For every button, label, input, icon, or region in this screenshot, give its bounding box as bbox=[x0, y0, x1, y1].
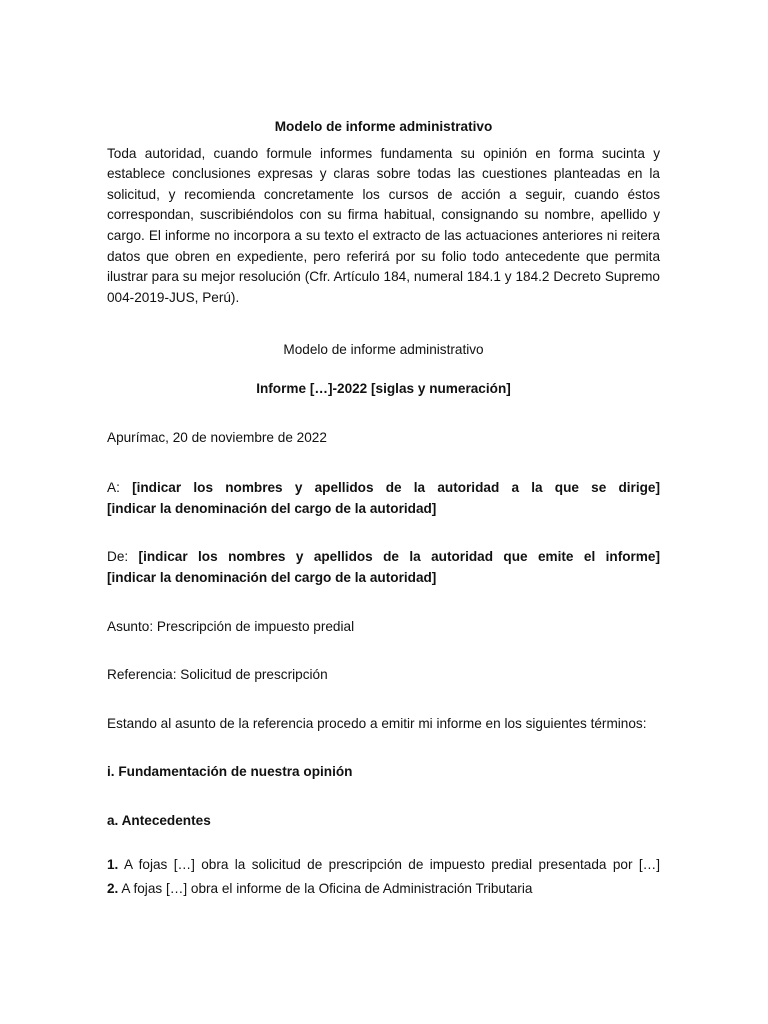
addressee-name: [indicar los nombres y apellidos de la autoridad a la que se dirige] bbox=[132, 480, 660, 496]
model-subtitle: Modelo de informe administrativo bbox=[283, 342, 484, 358]
addressee-block bbox=[107, 478, 660, 519]
reference-line: Referencia: Solicitud de prescripción bbox=[107, 667, 328, 683]
sender-position: [indicar la denominación del cargo de la autoridad] bbox=[107, 569, 437, 585]
intro-paragraph: Toda autoridad, cuando formule informes fundamenta su opinión en forma sucinta y establece conclusiones expresas y claras sobre todas las cuestiones planteadas en la solicitud, y recomienda concretamente los cursos de acción a seguir, cuando éstos correspondan, suscribiéndolos con su firma habitual, consignando su nombre, apellido y cargo. El informe no incorpora a su texto el extracto de las actuaciones anteriores ni reitera datos que obren en expediente, pero referirá por su folio todo antecedente que permita ilustrar para su mejor resolución (Cfr. Artículo 184, numeral 184.1 y 184.2 Decreto Supremo 004-2019-JUS, Perú). bbox=[107, 145, 660, 305]
list-item bbox=[107, 855, 660, 876]
statement-line: Estando al asunto de la referencia procedo a emitir mi informe en los siguientes términos: bbox=[107, 715, 647, 731]
addressee-line-1 bbox=[107, 478, 660, 499]
list-item-number: 2. bbox=[107, 881, 119, 897]
document-heading: Modelo de informe administrativo bbox=[274, 119, 493, 134]
informe-number: Informe […]-2022 [siglas y numeración] bbox=[256, 380, 511, 396]
section-a-heading: a. Antecedentes bbox=[107, 812, 211, 828]
list-item bbox=[107, 879, 660, 900]
section-i-heading: i. Fundamentación de nuestra opinión bbox=[107, 764, 353, 780]
antecedentes-list bbox=[107, 855, 660, 899]
sender-name: [indicar los nombres y apellidos de la autoridad que emite el informe] bbox=[138, 549, 660, 565]
subject-line: Asunto: Prescripción de impuesto predial bbox=[107, 618, 355, 634]
place-date: Apurímac, 20 de noviembre de 2022 bbox=[107, 429, 327, 445]
sender-line-1 bbox=[107, 547, 660, 568]
addressee-position: [indicar la denominación del cargo de la autoridad] bbox=[107, 500, 437, 516]
list-item-text: A fojas […] obra la solicitud de prescripción de impuesto predial presentada por […] bbox=[118, 857, 660, 873]
list-item-number: 1. bbox=[107, 857, 119, 873]
sender-label: De: bbox=[107, 549, 129, 565]
sender-block bbox=[107, 547, 660, 588]
addressee-label: A: bbox=[107, 480, 120, 496]
list-item-text: A fojas […] obra el informe de la Oficina de Administración Tributaria bbox=[118, 881, 533, 897]
document-page bbox=[107, 117, 660, 903]
